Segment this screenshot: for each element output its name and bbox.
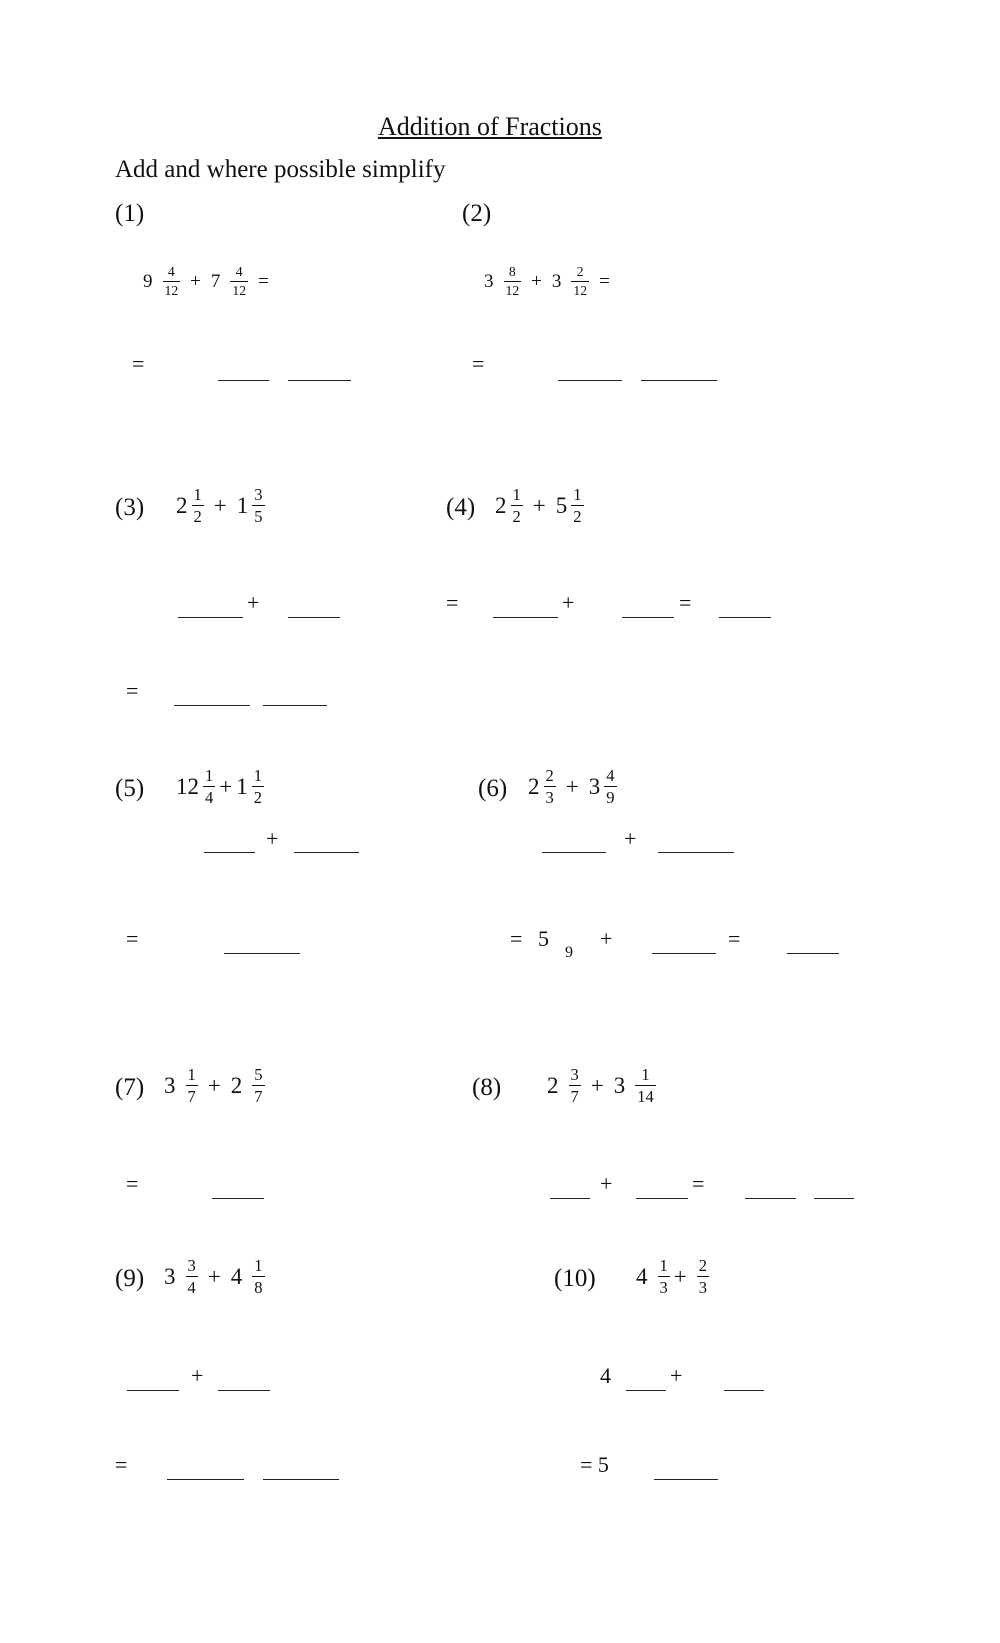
fraction bbox=[192, 486, 204, 526]
plus-sign: + bbox=[207, 1072, 221, 1098]
fraction bbox=[544, 767, 556, 807]
denominator: 3 bbox=[698, 1278, 708, 1298]
answer-blank[interactable] bbox=[127, 1390, 179, 1391]
equals-sign: = bbox=[126, 926, 139, 951]
problem-label-4: (4) bbox=[446, 494, 476, 521]
answer-blank[interactable] bbox=[212, 1198, 264, 1199]
problem-10-expression bbox=[636, 1257, 719, 1297]
denominator: 7 bbox=[254, 1087, 263, 1107]
numerator: 4 bbox=[235, 264, 243, 279]
equals-sign: = bbox=[115, 1452, 128, 1477]
denominator: 4 bbox=[187, 1278, 196, 1298]
answer-blank[interactable] bbox=[263, 1479, 339, 1480]
whole-number: 3 bbox=[613, 1072, 626, 1098]
problem-9-expression bbox=[164, 1257, 275, 1297]
result-prefix: = 5 bbox=[580, 1452, 609, 1477]
problem-label-10: (10) bbox=[554, 1265, 596, 1292]
answer-blank[interactable] bbox=[178, 617, 243, 618]
answer-blank[interactable] bbox=[641, 380, 717, 381]
plus-sign: + bbox=[565, 773, 579, 799]
equals-sign: = bbox=[126, 678, 139, 703]
plus-sign: + bbox=[247, 590, 260, 615]
numerator: 1 bbox=[512, 485, 521, 504]
answer-blank[interactable] bbox=[218, 1390, 270, 1391]
plus-sign: + bbox=[600, 1171, 613, 1196]
answer-blank[interactable] bbox=[294, 852, 359, 853]
fraction bbox=[186, 1257, 198, 1297]
fraction bbox=[697, 1257, 709, 1297]
numerator: 1 bbox=[641, 1065, 650, 1084]
equals-sign: = bbox=[728, 926, 741, 951]
fraction-bar bbox=[230, 281, 248, 282]
equals-sign: = bbox=[446, 590, 459, 615]
denominator: 3 bbox=[659, 1278, 668, 1298]
answer-blank[interactable] bbox=[719, 617, 771, 618]
numerator: 8 bbox=[508, 264, 516, 279]
whole-number: 2 bbox=[495, 492, 507, 518]
whole-number: 2 bbox=[528, 773, 540, 799]
whole-number: 3 bbox=[484, 270, 494, 292]
numerator: 2 bbox=[545, 766, 554, 785]
numerator: 5 bbox=[254, 1065, 263, 1084]
whole-number: 7 bbox=[210, 270, 221, 292]
answer-blank[interactable] bbox=[636, 1198, 688, 1199]
denominator: 4 bbox=[205, 788, 214, 808]
fraction bbox=[163, 265, 181, 299]
problem-label-1: (1) bbox=[115, 200, 145, 227]
problem-4-expression bbox=[495, 486, 594, 526]
denominator: 3 bbox=[545, 788, 554, 808]
plus-sign: + bbox=[207, 1263, 221, 1289]
fraction bbox=[252, 767, 264, 807]
answer-blank[interactable] bbox=[493, 617, 558, 618]
denominator: 14 bbox=[637, 1087, 654, 1107]
whole-number: 4 bbox=[636, 1263, 648, 1289]
problem-2-expression bbox=[484, 265, 620, 299]
plus-sign: + bbox=[266, 826, 279, 851]
answer-blank[interactable] bbox=[167, 1479, 244, 1480]
whole-number: 2 bbox=[547, 1072, 559, 1098]
denominator: 2 bbox=[253, 788, 263, 808]
answer-blank[interactable] bbox=[288, 380, 351, 381]
whole-number: 4 bbox=[600, 1363, 611, 1388]
plus-sign: + bbox=[531, 270, 542, 292]
denominator: 2 bbox=[193, 507, 202, 527]
fraction bbox=[186, 1066, 198, 1106]
plus-sign: + bbox=[562, 590, 575, 615]
answer-blank[interactable] bbox=[724, 1390, 764, 1391]
whole-number: 3 bbox=[588, 773, 601, 799]
fraction-bar bbox=[186, 1276, 198, 1277]
fraction bbox=[252, 1066, 264, 1106]
fraction bbox=[252, 1257, 264, 1297]
denominator: 12 bbox=[573, 283, 588, 299]
fraction-bar bbox=[697, 1276, 709, 1277]
denominator: 12 bbox=[164, 283, 179, 299]
fraction bbox=[658, 1257, 670, 1297]
whole-number: 9 bbox=[143, 270, 153, 292]
plus-sign: + bbox=[670, 1363, 683, 1388]
fraction-bar bbox=[635, 1085, 656, 1086]
answer-blank[interactable] bbox=[224, 953, 300, 954]
denominator: 9 bbox=[565, 944, 573, 961]
denominator: 5 bbox=[254, 507, 263, 527]
plus-sign: + bbox=[590, 1072, 604, 1098]
answer-blank[interactable] bbox=[263, 705, 327, 706]
instruction-text: Add and where possible simplify bbox=[115, 156, 446, 183]
numerator: 2 bbox=[698, 1256, 708, 1275]
equals-sign: = bbox=[258, 270, 269, 292]
answer-blank[interactable] bbox=[652, 953, 716, 954]
problem-label-6: (6) bbox=[478, 775, 508, 802]
problem-label-5: (5) bbox=[115, 775, 145, 802]
numerator: 3 bbox=[187, 1256, 196, 1275]
denominator: 12 bbox=[505, 283, 520, 299]
fraction-bar bbox=[571, 281, 589, 282]
problem-8-expression bbox=[547, 1066, 666, 1106]
numerator: 1 bbox=[254, 1256, 263, 1275]
equals-sign: = bbox=[472, 351, 485, 376]
problem-3-expression bbox=[176, 486, 275, 526]
fraction-bar bbox=[571, 505, 583, 506]
fraction-bar bbox=[252, 505, 264, 506]
fraction-bar bbox=[544, 786, 556, 787]
plus-sign: + bbox=[673, 1263, 687, 1289]
fraction-bar bbox=[569, 1085, 581, 1086]
worksheet-title: Addition of Fractions bbox=[378, 112, 602, 141]
denominator: 7 bbox=[570, 1087, 579, 1107]
answer-blank[interactable] bbox=[787, 953, 839, 954]
answer-blank[interactable] bbox=[288, 617, 340, 618]
whole-number: 3 bbox=[164, 1263, 176, 1289]
fraction-bar bbox=[163, 281, 181, 282]
fraction-bar bbox=[252, 786, 264, 787]
fraction-bar bbox=[252, 1085, 264, 1086]
problem-label-8: (8) bbox=[472, 1074, 502, 1101]
fraction-bar bbox=[511, 505, 523, 506]
problem-label-9: (9) bbox=[115, 1265, 145, 1292]
fraction bbox=[571, 265, 589, 299]
fraction-bar bbox=[186, 1085, 198, 1086]
fraction-bar bbox=[504, 281, 522, 282]
answer-blank[interactable] bbox=[174, 705, 250, 706]
numerator: 2 bbox=[576, 264, 584, 279]
whole-number: 3 bbox=[551, 270, 562, 292]
fraction-bar bbox=[252, 1276, 264, 1277]
equals-sign: = bbox=[510, 926, 523, 951]
denominator: 2 bbox=[573, 507, 582, 527]
numerator: 4 bbox=[606, 766, 615, 785]
numerator: 3 bbox=[570, 1065, 579, 1084]
fraction bbox=[604, 767, 616, 807]
denominator: 12 bbox=[232, 283, 247, 299]
plus-sign: + bbox=[191, 1363, 204, 1388]
whole-number: 1 bbox=[236, 492, 249, 518]
denominator: 7 bbox=[187, 1087, 196, 1107]
answer-blank[interactable] bbox=[558, 380, 622, 381]
plus-sign: + bbox=[624, 826, 637, 851]
answer-blank[interactable] bbox=[658, 852, 734, 853]
plus-sign: + bbox=[219, 773, 233, 799]
whole-number: 3 bbox=[164, 1072, 176, 1098]
whole-number: 2 bbox=[230, 1072, 243, 1098]
whole-number: 5 bbox=[538, 926, 549, 951]
fraction bbox=[252, 486, 264, 526]
fraction bbox=[203, 767, 215, 807]
problem-label-2: (2) bbox=[462, 200, 492, 227]
answer-blank[interactable] bbox=[745, 1198, 796, 1199]
answer-blank[interactable] bbox=[626, 1390, 666, 1391]
fraction bbox=[571, 486, 583, 526]
numerator: 1 bbox=[573, 485, 582, 504]
answer-blank[interactable] bbox=[204, 852, 255, 853]
numerator: 1 bbox=[187, 1065, 196, 1084]
whole-number: 1 bbox=[236, 773, 248, 799]
denominator: 8 bbox=[254, 1278, 263, 1298]
numerator: 3 bbox=[254, 485, 263, 504]
fraction-bar bbox=[203, 786, 215, 787]
whole-number: 5 bbox=[555, 492, 568, 518]
fraction bbox=[569, 1066, 581, 1106]
answer-blank[interactable] bbox=[550, 1198, 590, 1199]
numerator: 1 bbox=[205, 766, 214, 785]
answer-blank[interactable] bbox=[814, 1198, 854, 1199]
problem-1-expression bbox=[143, 265, 279, 299]
whole-number: 12 bbox=[176, 773, 199, 799]
equals-sign: = bbox=[692, 1171, 705, 1196]
whole-number: 4 bbox=[230, 1263, 243, 1289]
equals-sign: = bbox=[679, 590, 692, 615]
denominator: 2 bbox=[512, 507, 521, 527]
answer-blank[interactable] bbox=[542, 852, 606, 853]
answer-blank[interactable] bbox=[654, 1479, 718, 1480]
problem-7-expression bbox=[164, 1066, 275, 1106]
numerator: 1 bbox=[659, 1256, 668, 1275]
numerator: 4 bbox=[167, 264, 175, 279]
plus-sign: + bbox=[190, 270, 201, 292]
problem-label-7: (7) bbox=[115, 1074, 145, 1101]
fraction bbox=[511, 486, 523, 526]
fraction bbox=[635, 1066, 656, 1106]
problem-label-3: (3) bbox=[115, 494, 145, 521]
denominator: 9 bbox=[606, 788, 615, 808]
problem-6-expression bbox=[528, 767, 627, 807]
fraction bbox=[504, 265, 522, 299]
numerator: 1 bbox=[253, 766, 263, 785]
problem-5-expression bbox=[176, 767, 274, 807]
equals-sign: = bbox=[599, 270, 610, 292]
answer-blank[interactable] bbox=[622, 617, 674, 618]
equals-sign: = bbox=[132, 351, 145, 376]
fraction-bar bbox=[658, 1276, 670, 1277]
fraction bbox=[230, 265, 248, 299]
whole-number: 2 bbox=[176, 492, 188, 518]
numerator: 1 bbox=[193, 485, 202, 504]
equals-sign: = bbox=[126, 1171, 139, 1196]
fraction-bar bbox=[604, 786, 616, 787]
fraction-bar bbox=[192, 505, 204, 506]
plus-sign: + bbox=[532, 492, 546, 518]
answer-blank[interactable] bbox=[218, 380, 269, 381]
plus-sign: + bbox=[600, 926, 613, 951]
plus-sign: + bbox=[213, 492, 227, 518]
